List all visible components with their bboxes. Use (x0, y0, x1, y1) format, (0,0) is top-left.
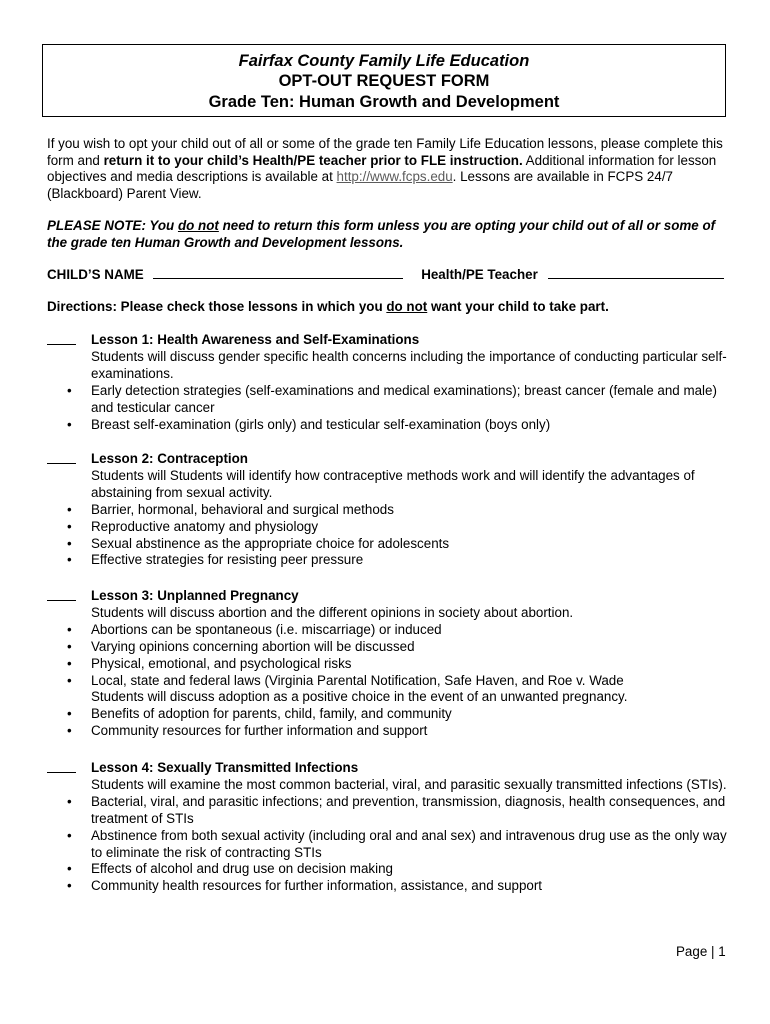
child-name-field[interactable] (153, 266, 403, 279)
form-title-box (42, 44, 726, 117)
list-item: • Community resources for further information and support (67, 723, 428, 739)
page-number: Page | 1 (676, 944, 726, 959)
lesson-title: Lesson 3: Unplanned Pregnancy (91, 588, 299, 603)
child-name-label: CHILD’S NAME (47, 267, 144, 282)
list-item: • Physical, emotional, and psychological risks (67, 655, 352, 671)
lesson-title: Lesson 2: Contraception (91, 451, 248, 466)
lesson-2-checkbox-line[interactable] (47, 463, 76, 464)
directions: Directions: Please check those lessons in which you do not want your child to take part. (47, 299, 609, 314)
lesson-description: Students will discuss gender specific health concerns including the importance of conducting particular self-examinations. (91, 348, 727, 381)
organization-title: Fairfax County Family Life Education (238, 52, 530, 70)
lesson-title: Lesson 4: Sexually Transmitted Infections (91, 760, 359, 775)
lesson-3 (47, 588, 737, 740)
teacher-name-field[interactable] (548, 266, 724, 279)
list-item: • Early detection strategies (self-examinations and medical examinations); breast cancer (female and male) and testicular cancer (67, 382, 717, 415)
please-note: PLEASE NOTE: You do not need to return this form unless you are opting your child out of all or some of the grade ten Human Growth and Development lessons. (47, 218, 716, 250)
teacher-label: Health/PE Teacher (421, 267, 538, 282)
lesson-4 (47, 760, 737, 895)
intro-paragraph (47, 136, 737, 203)
lesson-4-checkbox-line[interactable] (47, 772, 76, 773)
list-item: • Bacterial, viral, and parasitic infections; and prevention, transmission, diagnosis, health consequences, and treatment of STIs (67, 793, 726, 826)
form-subtitle: Grade Ten: Human Growth and Development (208, 93, 560, 111)
list-item: • Local, state and federal laws (Virginia Parental Notification, Safe Haven, and Roe v. Wade (67, 672, 624, 688)
list-item: • Effects of alcohol and drug use on decision making (67, 861, 393, 877)
lesson-2 (47, 451, 737, 569)
child-info-row (47, 266, 737, 283)
fcps-link[interactable]: http://www.fcps.edu (336, 169, 453, 185)
intro-text-3: . Lessons are available in FCPS 24/7 (Blackboard) Parent View. (47, 169, 673, 202)
intro-bold-text: return it to your child’s Health/PE teacher prior to FLE instruction. (103, 152, 523, 168)
list-item: • Varying opinions concerning abortion will be discussed (67, 638, 415, 654)
lesson-description: Students will examine the most common bacterial, viral, and parasitic sexually transmitted infections (STIs). (91, 776, 727, 792)
list-item: • Reproductive anatomy and physiology (67, 518, 319, 534)
list-item: • Abstinence from both sexual activity (including oral and anal sex) and intravenous drug use as the only way to eliminate the risk of contracting STIs (67, 827, 727, 860)
intro-text-2: Additional information for lesson objectives and media descriptions is available at (47, 152, 717, 185)
list-item: • Abortions can be spontaneous (i.e. miscarriage) or induced (67, 621, 442, 637)
lesson-1 (47, 332, 737, 433)
list-item: • Community health resources for further information, assistance, and support (67, 878, 543, 894)
lesson-description-2: Students will discuss adoption as a positive choice in the event of an unwanted pregnancy. (91, 689, 628, 705)
list-item: • Barrier, hormonal, behavioral and surgical methods (67, 501, 394, 517)
lesson-1-checkbox-line[interactable] (47, 344, 76, 345)
list-item: • Effective strategies for resisting peer pressure (67, 552, 364, 568)
list-item: • Benefits of adoption for parents, child, family, and community (67, 706, 452, 722)
lesson-description: Students will Students will identify how contraceptive methods work and will identify the advantages of abstaining from sexual activity. (91, 467, 695, 500)
list-item: • Sexual abstinence as the appropriate choice for adolescents (67, 535, 450, 551)
lesson-3-checkbox-line[interactable] (47, 600, 76, 601)
form-title: OPT-OUT REQUEST FORM (278, 72, 490, 90)
intro-text: If you wish to opt your child out of all or some of the grade ten Family Life Education lessons, please complete this form and (47, 136, 723, 168)
list-item: • Breast self-examination (girls only) and testicular self-examination (boys only) (67, 416, 551, 432)
lesson-description: Students will discuss abortion and the different opinions in society about abortion. (91, 604, 574, 620)
lesson-title: Lesson 1: Health Awareness and Self-Examinations (91, 332, 420, 347)
